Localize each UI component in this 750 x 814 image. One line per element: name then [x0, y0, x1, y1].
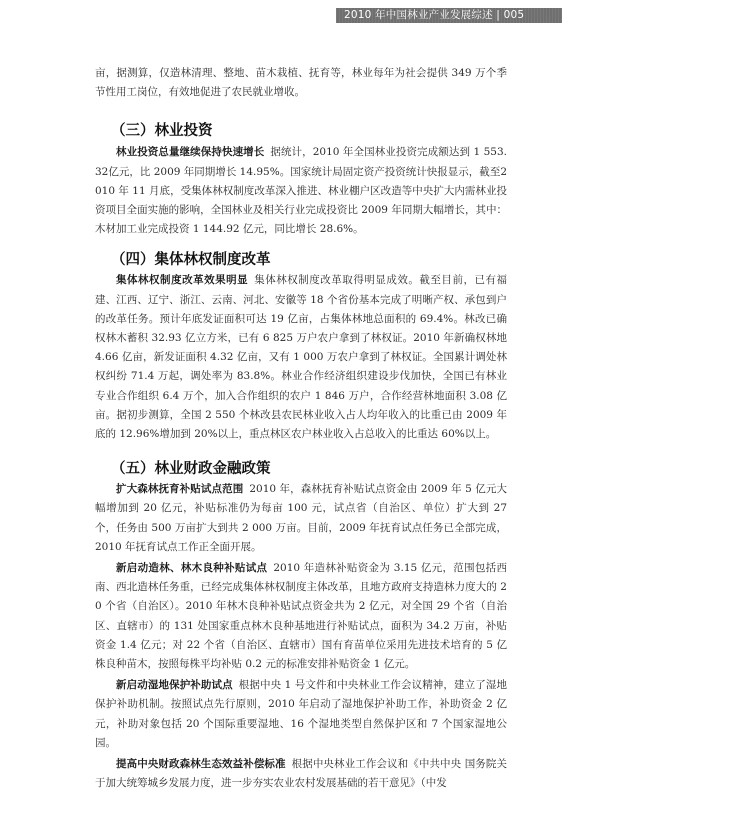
- reform-body: 集体林权制度改革取得明显成效。截至目前，已有福建、江西、辽宁、浙江、云南、河北、安徽等 18 个省份基本完成了明晰产权、承包到户的改革任务。预计年底发证面积可达 19 亿亩，占集体林地总面积的 69.4%。林改已确权林木蓄积 32.93 亿立方米，已有 6 825 万户农户拿到了林权证。2010 年新确权林地 4.66 亿亩，新发证面积 4.32 亿亩，又有 1 000 万农户拿到了林权证。全国累计调处林权纠纷 71.4 万起，调处率为 83.8%。林业合作经济组织建设步伐加快，全国已有林业专业合作组织 6.4 万个，加入合作组织的农户 1 846 万户，合作经营林地面积 3.08 亿亩。据初步测算，全国 2 550 个林改县农民林业收入占人均年收入的比重已由 2009 年底的 12.96%增加到 20%以上，重点林区农户林业收入占总收入的比重达 60%以上。: [95, 274, 508, 441]
- finance-lead-2: 新启动造林、林木良种补贴试点: [116, 562, 268, 575]
- investment-lead: 林业投资总量继续保持快速增长: [116, 146, 265, 159]
- intro-paragraph: 亩，据测算，仅造林清理、整地、苗木栽植、抚育等，林业每年为社会提供 349 万个季节性用工岗位，有效地促进了农民就业增收。: [95, 67, 507, 99]
- investment-paragraph: [95, 143, 507, 239]
- finance-paragraph-2: [95, 559, 507, 674]
- finance-paragraph-3: [95, 676, 507, 753]
- finance-body-2: 2010 年造林补贴资金为 3.15 亿元，范围包括西南、西北造林任务重，已经完成集体林权制度主体改革，且地方政府支持造林力度大的 20 个省（自治区）。2010 年林木良种补贴试点资金共为 2 亿元，对全国 29 个省（自治区、直辖市）的 131 处国家重点林木良种基地进行补贴试点，面积为 34.2 万亩，补贴资金 1.4 亿元；对 22 个省（自治区、直辖市）国有育苗单位采用先进技术培育的 5 亿株良种苗木，按照每株平均补贴 0.2 元的标准安排补贴资金 1 亿元。: [95, 562, 507, 671]
- section-title-reform: （四）集体林权制度改革: [111, 251, 271, 269]
- finance-paragraph-1: [95, 480, 507, 557]
- finance-lead-3: 新启动湿地保护补助试点: [116, 679, 233, 692]
- finance-body-3: 根据中央 1 号文件和中央林业工作会议精神，建立了湿地保护补助机制。按照试点先行原则，2010 年启动了湿地保护补助工作，补助资金 2 亿元，补助对象包括 20 个国际重要湿地、16 个湿地类型自然保护区和 7 个国家湿地公园。: [95, 679, 507, 749]
- finance-lead-1: 扩大森林抚育补贴试点范围: [116, 483, 244, 496]
- page-body: [95, 64, 507, 794]
- finance-body-1: 2010 年，森林抚育补贴试点资金由 2009 年 5 亿元大幅增加到 20 亿元，补贴标准仍为每亩 100 元，试点省（自治区、单位）扩大到 27 个，任务由 500 万亩扩大到共 2 000 万亩。目前，2009 年抚育试点任务已全部完成，2010 年抚育试点工作正全面开展。: [95, 483, 508, 553]
- reform-paragraph: [95, 271, 507, 444]
- finance-lead-4: 提高中央财政森林生态效益补偿标准: [116, 758, 286, 771]
- finance-paragraph-4: [95, 755, 507, 793]
- section-title-investment: （三）林业投资: [111, 122, 213, 140]
- running-header: 2010 年中国林业产业发展综述 | 005: [344, 9, 525, 21]
- finance-body-4: 根据中央林业工作会议和《中共中央 国务院关于加大统筹城乡发展力度，进一步夯实农业农村发展基础的若干意见》（中发: [95, 758, 507, 790]
- section-title-finance: （五）林业财政金融政策: [111, 460, 271, 478]
- investment-body: 据统计，2010 年全国林业投资完成额达到 1 553.32亿元，比 2009 年同期增长 14.95%。国家统计局固定资产投资统计快报显示，截至2010 年 11 月底，受集体林权制度改革深入推进、林业棚户区改造等中央扩大内需林业投资项目全面实施的影响，全国林业及相关行业完成投资比 2009 年同期大幅增长，其中：木材加工业完成投资 1 144.92 亿元，同比增长 28.6%。: [95, 146, 507, 236]
- reform-lead: 集体林权制度改革效果明显: [116, 274, 249, 287]
